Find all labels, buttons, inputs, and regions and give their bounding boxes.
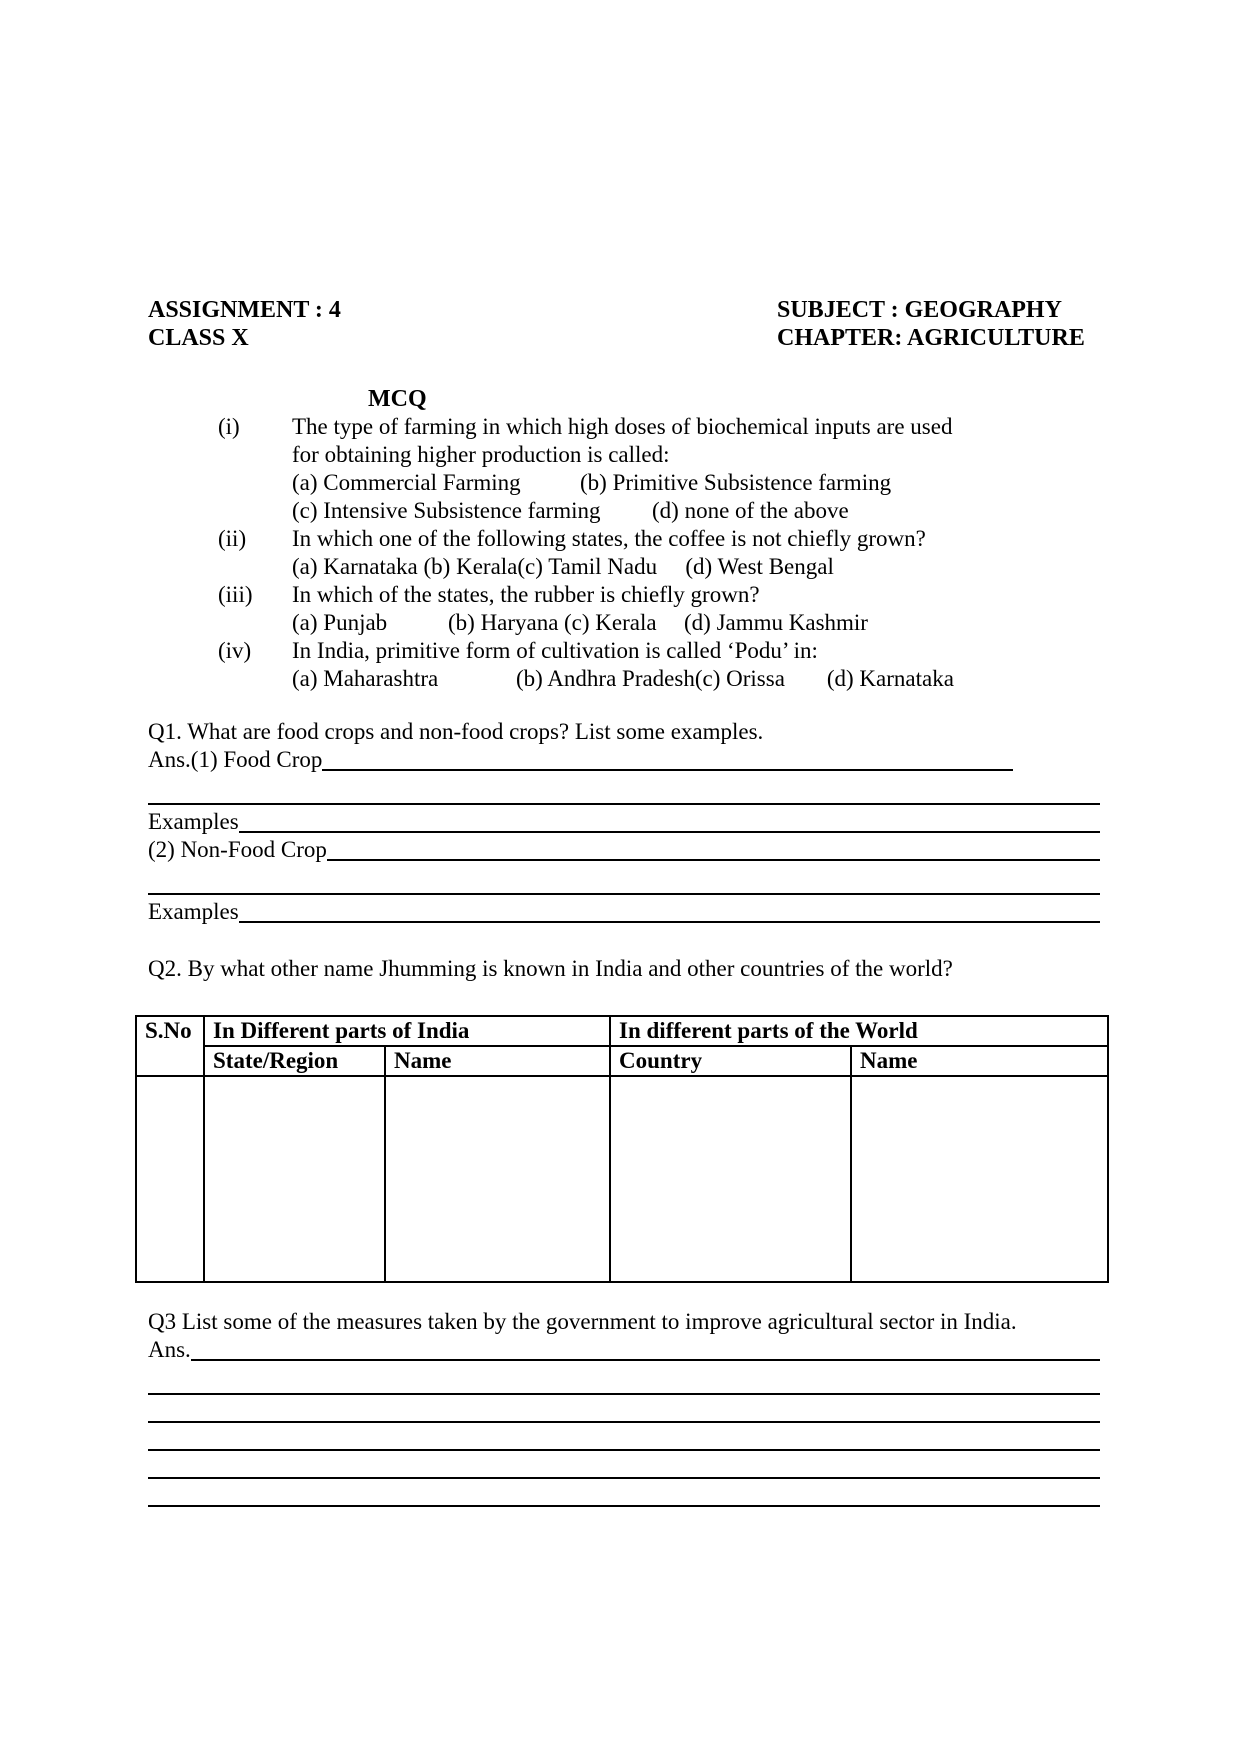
mcq-question-text: In which of the states, the rubber is chiefly grown?	[292, 582, 760, 607]
q1-ans-nonfood-crop-line	[148, 836, 1100, 864]
document-header	[148, 296, 1100, 352]
table-body-row	[136, 1076, 1108, 1282]
q1-section	[148, 718, 1100, 926]
mcq-option: (a) Commercial Farming	[292, 470, 521, 495]
header-left	[148, 296, 341, 352]
q3-ans-line	[148, 1336, 1100, 1364]
answer-blank-line	[239, 920, 1100, 923]
mcq-section-title: MCQ	[368, 386, 427, 412]
mcq-options-ii	[148, 553, 1100, 581]
table-body-cell	[610, 1076, 851, 1282]
mcq-options-iii	[148, 609, 1100, 637]
table-body-cell	[136, 1076, 204, 1282]
q2-table	[135, 1015, 1109, 1283]
mcq-option: (b) Haryana	[448, 610, 559, 635]
mcq-option: (d) West Bengal	[685, 554, 834, 579]
mcq-question-text: In India, primitive form of cultivation is called ‘Podu’ in:	[292, 638, 818, 663]
table-header-row-1	[136, 1016, 1108, 1046]
q3-blank-line	[148, 1454, 1100, 1482]
mcq-question-number: (iv)	[218, 638, 252, 663]
table-body-cell	[204, 1076, 385, 1282]
table-header-row-2	[136, 1046, 1108, 1076]
mcq-option: (c) Orissa	[694, 666, 785, 691]
answer-label: Ans.	[148, 1337, 191, 1362]
assignment-title: ASSIGNMENT : 4	[148, 297, 341, 323]
mcq-option: (c) Intensive Subsistence farming	[292, 498, 601, 523]
mcq-option: (d) none of the above	[652, 498, 849, 523]
class-label: CLASS X	[148, 325, 249, 351]
mcq-question-text: In which one of the following states, the coffee is not chiefly grown?	[292, 526, 926, 551]
chapter-label: CHAPTER: AGRICULTURE	[777, 325, 1085, 351]
page-content	[145, 296, 1100, 1510]
mcq-option: (a) Punjab	[292, 610, 388, 635]
answer-blank-line	[148, 1420, 1100, 1423]
answer-blank-line	[148, 1392, 1100, 1395]
answer-blank-line	[191, 1358, 1100, 1361]
q2-question: Q2. By what other name Jhumming is known in India and other countries of the world?	[148, 956, 953, 981]
q1-examples-line-1	[148, 808, 1100, 836]
mcq-question-text: The type of farming in which high doses of biochemical inputs are used	[292, 414, 953, 439]
answer-blank-line	[148, 1448, 1100, 1451]
mcq-question-text: for obtaining higher production is called:	[292, 442, 670, 467]
mcq-option: (d) Karnataka	[826, 666, 954, 691]
q3-question: Q3 List some of the measures taken by the government to improve agricultural sector in India.	[148, 1309, 1017, 1334]
table-header-world: In different parts of the World	[610, 1016, 1108, 1046]
table-header-country: Country	[610, 1046, 851, 1076]
q3-blank-line	[148, 1482, 1100, 1510]
answer-blank-line	[239, 830, 1100, 833]
mcq-option: (c) Tamil Nadu	[517, 554, 658, 579]
mcq-options-iv	[148, 665, 1100, 693]
q1-blank-line	[148, 870, 1100, 898]
table-body-cell	[385, 1076, 610, 1282]
q1-question: Q1. What are food crops and non-food crops? List some examples.	[148, 719, 764, 744]
mcq-question-i	[148, 413, 1100, 441]
answer-blank-line	[148, 802, 1100, 805]
answer-blank-line	[148, 1476, 1100, 1479]
q3-blank-line	[148, 1426, 1100, 1454]
mcq-option: (a) Maharashtra	[292, 666, 439, 691]
mcq-question-ii	[148, 525, 1100, 553]
table-header-name-india: Name	[385, 1046, 610, 1076]
subject-label: SUBJECT : GEOGRAPHY	[777, 297, 1062, 323]
table-header-sno: S.No	[136, 1016, 204, 1076]
mcq-question-number: (ii)	[218, 526, 247, 551]
answer-label: Ans.(1) Food Crop	[148, 747, 323, 772]
examples-label: Examples	[148, 899, 239, 924]
mcq-option: (d) Jammu Kashmir	[684, 610, 868, 635]
q3-blank-line	[148, 1398, 1100, 1426]
mcq-question-iv	[148, 637, 1100, 665]
mcq-option: (b) Primitive Subsistence farming	[580, 470, 892, 495]
examples-label: Examples	[148, 809, 239, 834]
table-header-name-world: Name	[851, 1046, 1108, 1076]
mcq-options-i-ab	[148, 469, 1100, 497]
table-header-india: In Different parts of India	[204, 1016, 610, 1046]
answer-blank-line	[148, 1504, 1100, 1507]
mcq-question-i-line2	[148, 441, 1100, 469]
mcq-option: (b) Andhra Pradesh	[516, 666, 695, 691]
q3-blank-line	[148, 1370, 1100, 1398]
mcq-question-number: (i)	[218, 414, 240, 439]
answer-label: (2) Non-Food Crop	[148, 837, 327, 862]
q1-ans-food-crop-line	[148, 746, 1100, 774]
q1-blank-line	[148, 780, 1100, 808]
q3-section	[148, 1308, 1100, 1510]
q1-examples-line-2	[148, 898, 1100, 926]
header-right	[777, 296, 1085, 352]
mcq-option: (a) Karnataka (b) Kerala	[292, 554, 518, 579]
mcq-options-i-cd	[148, 497, 1100, 525]
mcq-question-number: (iii)	[218, 582, 253, 607]
table-header-state-region: State/Region	[204, 1046, 385, 1076]
answer-blank-line	[322, 768, 1013, 771]
table-body-cell	[851, 1076, 1108, 1282]
mcq-option: (c) Kerala	[564, 610, 657, 635]
answer-blank-line	[148, 892, 1100, 895]
mcq-question-iii	[148, 581, 1100, 609]
answer-blank-line	[327, 858, 1100, 861]
